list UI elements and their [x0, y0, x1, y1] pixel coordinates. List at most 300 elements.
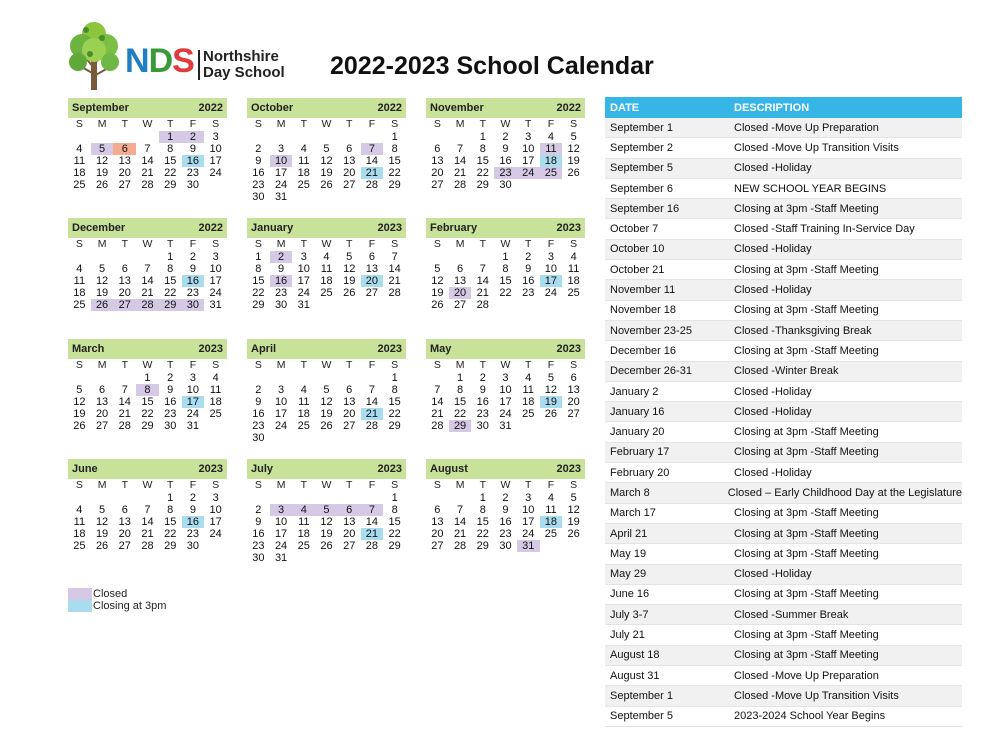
empty-cell — [426, 372, 449, 384]
weekday-label: M — [276, 118, 286, 130]
day-cell: 14 — [365, 155, 379, 167]
month-calendar — [426, 339, 585, 432]
day-cell: 22 — [141, 408, 154, 420]
weekday-label: W — [321, 238, 332, 250]
day-cell: 18 — [297, 408, 310, 420]
day-cell: 17 — [297, 275, 310, 287]
event-description: Closed -Holiday — [734, 568, 812, 581]
day-cell: 20 — [343, 167, 356, 179]
day-cell: 6 — [338, 504, 361, 516]
day-cell: 9 — [255, 396, 262, 408]
event-description: Closed -Move Up Preparation — [734, 121, 879, 134]
day-cell: 15 — [141, 396, 154, 408]
day-cell: 2 — [502, 131, 509, 143]
weekday-label: S — [433, 238, 441, 250]
event-description: Closed -Holiday — [734, 284, 812, 297]
event-date: January 16 — [610, 405, 665, 418]
day-cell: 8 — [391, 143, 398, 155]
legend-item — [68, 600, 166, 612]
event-description: Closed -Staff Training In-Service Day — [734, 223, 915, 236]
day-cell: 8 — [391, 504, 398, 516]
day-cell: 1 — [479, 492, 486, 504]
day-cell: 30 — [186, 179, 200, 191]
day-cell: 19 — [95, 167, 109, 179]
day-cell: 24 — [274, 540, 288, 552]
weekday-label: F — [189, 238, 197, 250]
day-cell: 12 — [320, 396, 333, 408]
weekday-label: M — [97, 118, 107, 130]
day-cell: 23 — [186, 528, 200, 540]
empty-cell — [315, 372, 338, 384]
month-year: 2023 — [556, 463, 581, 475]
day-cell: 3 — [525, 131, 532, 143]
day-cell: 23 — [252, 179, 265, 191]
empty-cell — [113, 492, 136, 504]
day-cell: 8 — [391, 384, 398, 396]
day-cell: 9 — [525, 263, 532, 275]
legend-label: Closing at 3pm — [93, 600, 167, 612]
empty-cell — [562, 179, 585, 191]
legend — [68, 588, 166, 612]
event-description: Closed -Summer Break — [734, 608, 849, 621]
day-cell: 24 — [517, 167, 540, 179]
day-cell: 22 — [164, 167, 177, 179]
empty-cell — [449, 251, 472, 263]
day-cell: 6 — [346, 143, 353, 155]
month-header — [247, 98, 406, 118]
day-cell: 15 — [164, 275, 177, 287]
month-calendar — [426, 98, 585, 191]
event-description: Closed -Holiday — [734, 405, 812, 418]
day-cell: 18 — [209, 396, 222, 408]
week-row — [426, 504, 585, 516]
empty-cell — [361, 492, 384, 504]
table-row — [605, 504, 962, 524]
day-cell: 29 — [141, 420, 154, 432]
week-row — [426, 167, 585, 179]
weekday-label: S — [570, 238, 578, 250]
event-description: Closing at 3pm -Staff Meeting — [734, 527, 879, 540]
day-cell: 17 — [522, 155, 535, 167]
empty-cell — [292, 131, 315, 143]
week-row — [247, 167, 406, 179]
day-cell: 1 — [457, 372, 464, 384]
day-cell: 23 — [186, 167, 200, 179]
day-cell: 24 — [544, 287, 558, 299]
day-cell: 28 — [365, 179, 379, 191]
day-cell: 2 — [479, 372, 486, 384]
month-header — [426, 98, 585, 118]
day-cell: 14 — [388, 263, 401, 275]
day-cell: 12 — [567, 504, 580, 516]
weekday-label: S — [433, 359, 441, 371]
event-description: Closed -Thanksgiving Break — [734, 324, 872, 337]
day-cell: 18 — [73, 528, 86, 540]
month-calendar — [247, 459, 406, 564]
empty-cell — [204, 179, 227, 191]
logo-letter: N — [125, 42, 149, 80]
day-cell: 3 — [278, 143, 285, 155]
day-cell: 21 — [361, 167, 384, 179]
empty-cell — [562, 299, 585, 311]
month-name: July — [251, 463, 274, 475]
table-row — [605, 483, 962, 503]
week-row — [247, 504, 406, 516]
table-row — [605, 524, 962, 544]
weekday-label: W — [500, 238, 511, 250]
table-row — [605, 179, 962, 199]
empty-cell — [113, 372, 136, 384]
event-date: January 2 — [610, 385, 659, 398]
weekday-label: T — [524, 238, 532, 250]
week-row — [68, 540, 227, 552]
weekday-row — [426, 118, 585, 131]
empty-cell — [338, 492, 361, 504]
empty-cell — [315, 432, 338, 444]
day-cell: 21 — [141, 167, 154, 179]
weekday-label: W — [500, 359, 511, 371]
empty-cell — [383, 432, 406, 444]
week-row — [247, 396, 406, 408]
empty-cell — [494, 299, 517, 311]
day-cell: 21 — [453, 528, 467, 540]
day-cell: 4 — [300, 143, 307, 155]
empty-cell — [136, 131, 159, 143]
day-cell: 28 — [431, 420, 444, 432]
logo-school-name — [203, 49, 285, 81]
empty-cell — [315, 191, 338, 203]
weekday-label: W — [321, 359, 332, 371]
month-name: December — [72, 222, 126, 234]
week-row — [247, 516, 406, 528]
month-name: September — [72, 102, 129, 114]
day-cell: 30 — [274, 299, 288, 311]
day-cell: 12 — [544, 384, 558, 396]
day-cell: 19 — [320, 408, 333, 420]
week-row — [247, 432, 406, 444]
empty-cell — [113, 251, 136, 263]
month-header — [247, 218, 406, 238]
day-cell: 11 — [522, 384, 534, 396]
day-cell: 27 — [118, 179, 131, 191]
event-description: Closed -Move Up Transition Visits — [734, 141, 899, 154]
weekday-label: S — [75, 118, 83, 130]
empty-cell — [426, 131, 449, 143]
month-calendar — [426, 459, 585, 552]
weekday-label: T — [300, 359, 307, 371]
empty-cell — [315, 552, 338, 564]
day-cell: 30 — [182, 299, 205, 311]
weekday-row — [426, 238, 585, 251]
empty-cell — [517, 420, 540, 432]
weekday-label: W — [500, 118, 511, 130]
empty-cell — [562, 540, 585, 552]
month-year: 2022 — [377, 102, 402, 114]
weekday-label: F — [368, 118, 376, 130]
weekday-row — [68, 479, 227, 492]
table-row — [605, 646, 962, 666]
weekday-label: F — [189, 479, 197, 491]
weekday-label: S — [254, 359, 262, 371]
weekday-row — [68, 118, 227, 131]
weekday-label: S — [212, 479, 220, 491]
weekday-label: T — [121, 359, 128, 371]
day-cell: 19 — [320, 167, 333, 179]
weekday-label: F — [547, 479, 555, 491]
week-row — [426, 420, 585, 432]
day-cell: 15 — [476, 516, 489, 528]
empty-cell — [383, 299, 406, 311]
day-cell: 22 — [164, 528, 177, 540]
day-cell: 6 — [346, 384, 353, 396]
day-cell: 26 — [91, 299, 114, 311]
day-cell: 17 — [209, 516, 222, 528]
day-cell: 19 — [95, 528, 109, 540]
day-cell: 6 — [99, 384, 106, 396]
week-row — [68, 396, 227, 408]
weekday-label: F — [368, 238, 376, 250]
day-cell: 31 — [274, 552, 288, 564]
day-cell: 7 — [434, 384, 441, 396]
month-header — [68, 218, 227, 238]
day-cell: 2 — [502, 492, 509, 504]
day-cell: 30 — [252, 552, 265, 564]
day-cell: 21 — [361, 408, 384, 420]
day-cell: 12 — [95, 516, 109, 528]
weekday-label: F — [368, 479, 376, 491]
month-name: August — [430, 463, 468, 475]
empty-cell — [292, 372, 315, 384]
weekday-label: T — [166, 359, 174, 371]
day-cell: 13 — [431, 155, 444, 167]
weekday-label: S — [254, 118, 262, 130]
weekday-label: M — [455, 238, 465, 250]
day-cell: 5 — [570, 492, 577, 504]
day-cell: 11 — [567, 263, 580, 275]
event-date: July 21 — [610, 629, 645, 642]
day-cell: 17 — [274, 528, 288, 540]
day-cell: 5 — [99, 263, 106, 275]
table-row — [605, 422, 962, 442]
empty-cell — [338, 372, 361, 384]
day-cell: 7 — [368, 384, 375, 396]
logo-letter: S — [172, 42, 194, 80]
day-cell: 4 — [300, 384, 307, 396]
table-row — [605, 138, 962, 158]
day-cell: 22 — [499, 287, 512, 299]
day-cell: 29 — [388, 420, 401, 432]
table-body — [605, 118, 962, 727]
empty-cell — [540, 179, 563, 191]
day-cell: 5 — [91, 143, 114, 155]
weekday-row — [247, 479, 406, 492]
event-date: October 10 — [610, 243, 665, 256]
day-cell: 22 — [164, 287, 177, 299]
month-name: November — [430, 102, 484, 114]
day-cell: 1 — [391, 372, 398, 384]
weekday-label: T — [121, 479, 128, 491]
day-cell: 11 — [298, 516, 310, 528]
weekday-label: S — [254, 479, 262, 491]
empty-cell — [270, 432, 293, 444]
day-cell: 25 — [320, 287, 333, 299]
day-cell: 6 — [368, 251, 375, 263]
month-header — [426, 459, 585, 479]
day-cell: 20 — [118, 167, 131, 179]
week-row — [68, 299, 227, 311]
day-cell: 14 — [118, 396, 131, 408]
day-cell: 3 — [525, 492, 532, 504]
week-row — [426, 540, 585, 552]
weekday-label: M — [455, 118, 465, 130]
empty-cell — [292, 552, 315, 564]
column-header-description: DESCRIPTION — [734, 101, 810, 114]
day-cell: 13 — [118, 275, 131, 287]
day-cell: 30 — [164, 420, 177, 432]
day-cell: 30 — [252, 432, 265, 444]
week-row — [426, 396, 585, 408]
day-cell: 5 — [315, 504, 338, 516]
event-date: October 21 — [610, 263, 665, 276]
week-row — [68, 504, 227, 516]
week-row — [68, 179, 227, 191]
day-cell: 1 — [391, 492, 398, 504]
week-row — [68, 528, 227, 540]
day-cell: 21 — [453, 167, 467, 179]
event-description: Closed -Move Up Transition Visits — [734, 689, 899, 702]
weekday-label: W — [500, 479, 511, 491]
day-cell: 2 — [182, 131, 205, 143]
day-cell: 29 — [164, 540, 177, 552]
day-cell: 7 — [361, 504, 384, 516]
day-cell: 1 — [167, 251, 174, 263]
day-cell: 13 — [365, 263, 379, 275]
event-date: November 23-25 — [610, 324, 692, 337]
day-cell: 26 — [343, 287, 356, 299]
week-row — [68, 131, 227, 143]
empty-cell — [68, 492, 91, 504]
weekday-label: M — [276, 359, 286, 371]
weekday-label: W — [142, 118, 153, 130]
month-year: 2022 — [556, 102, 581, 114]
day-cell: 17 — [522, 516, 535, 528]
event-date: August 18 — [610, 649, 660, 662]
empty-cell — [270, 131, 293, 143]
day-cell: 4 — [547, 492, 554, 504]
day-cell: 27 — [567, 408, 580, 420]
empty-cell — [292, 191, 315, 203]
weekday-label: T — [166, 118, 174, 130]
week-row — [68, 167, 227, 179]
day-cell: 18 — [567, 275, 580, 287]
day-cell: 12 — [73, 396, 86, 408]
table-row — [605, 707, 962, 727]
weekday-row — [426, 359, 585, 372]
day-cell: 20 — [118, 528, 131, 540]
empty-cell — [517, 299, 540, 311]
table-row — [605, 605, 962, 625]
day-cell: 2 — [189, 251, 196, 263]
day-cell: 2 — [189, 492, 196, 504]
day-cell: 25 — [297, 540, 310, 552]
table-row — [605, 321, 962, 341]
event-description: Closing at 3pm -Staff Meeting — [734, 629, 879, 642]
column-header-date: DATE — [610, 101, 640, 114]
week-row — [426, 528, 585, 540]
empty-cell — [361, 131, 384, 143]
day-cell: 25 — [209, 408, 222, 420]
day-cell: 2 — [255, 143, 262, 155]
day-cell: 6 — [434, 504, 441, 516]
month-year: 2022 — [198, 102, 223, 114]
day-cell: 24 — [209, 287, 222, 299]
day-cell: 19 — [320, 528, 333, 540]
day-cell: 4 — [76, 263, 83, 275]
empty-cell — [361, 191, 384, 203]
day-cell: 8 — [167, 143, 174, 155]
event-description: Closed – Early Childhood Day at the Legislature — [727, 486, 962, 499]
week-row — [68, 492, 227, 504]
month-header — [247, 339, 406, 359]
day-cell: 11 — [298, 396, 310, 408]
weekday-label: T — [479, 479, 486, 491]
day-cell: 18 — [540, 155, 563, 167]
day-cell: 7 — [144, 263, 151, 275]
day-cell: 9 — [189, 504, 196, 516]
day-cell: 12 — [343, 263, 356, 275]
day-cell: 20 — [118, 287, 131, 299]
day-cell: 28 — [136, 299, 159, 311]
month-year: 2022 — [198, 222, 223, 234]
day-cell: 21 — [388, 275, 401, 287]
day-cell: 10 — [209, 143, 222, 155]
day-cell: 10 — [186, 384, 200, 396]
month-name: May — [430, 343, 452, 355]
empty-cell — [338, 432, 361, 444]
event-date: February 20 — [610, 466, 670, 479]
day-cell: 7 — [391, 251, 398, 263]
day-cell: 30 — [186, 540, 200, 552]
event-description: Closing at 3pm -Staff Meeting — [734, 263, 879, 276]
month-calendar — [247, 98, 406, 203]
day-cell: 23 — [476, 408, 489, 420]
day-cell: 8 — [479, 504, 486, 516]
weekday-label: T — [121, 238, 128, 250]
day-cell: 25 — [522, 408, 535, 420]
day-cell: 6 — [457, 263, 464, 275]
day-cell: 17 — [274, 408, 288, 420]
day-cell: 6 — [113, 143, 136, 155]
week-row — [426, 372, 585, 384]
day-cell: 28 — [453, 179, 467, 191]
empty-cell — [383, 552, 406, 564]
event-date: May 29 — [610, 568, 647, 581]
day-cell: 8 — [479, 143, 486, 155]
empty-cell — [204, 420, 227, 432]
day-cell: 18 — [297, 167, 310, 179]
day-cell: 11 — [73, 275, 86, 287]
empty-cell — [91, 492, 114, 504]
day-cell: 6 — [121, 263, 128, 275]
empty-cell — [270, 492, 293, 504]
day-cell: 15 — [388, 396, 401, 408]
day-cell: 26 — [567, 167, 580, 179]
empty-cell — [315, 299, 338, 311]
day-cell: 16 — [252, 408, 265, 420]
day-cell: 19 — [343, 275, 356, 287]
day-cell: 9 — [502, 504, 509, 516]
event-date: September 2 — [610, 141, 673, 154]
